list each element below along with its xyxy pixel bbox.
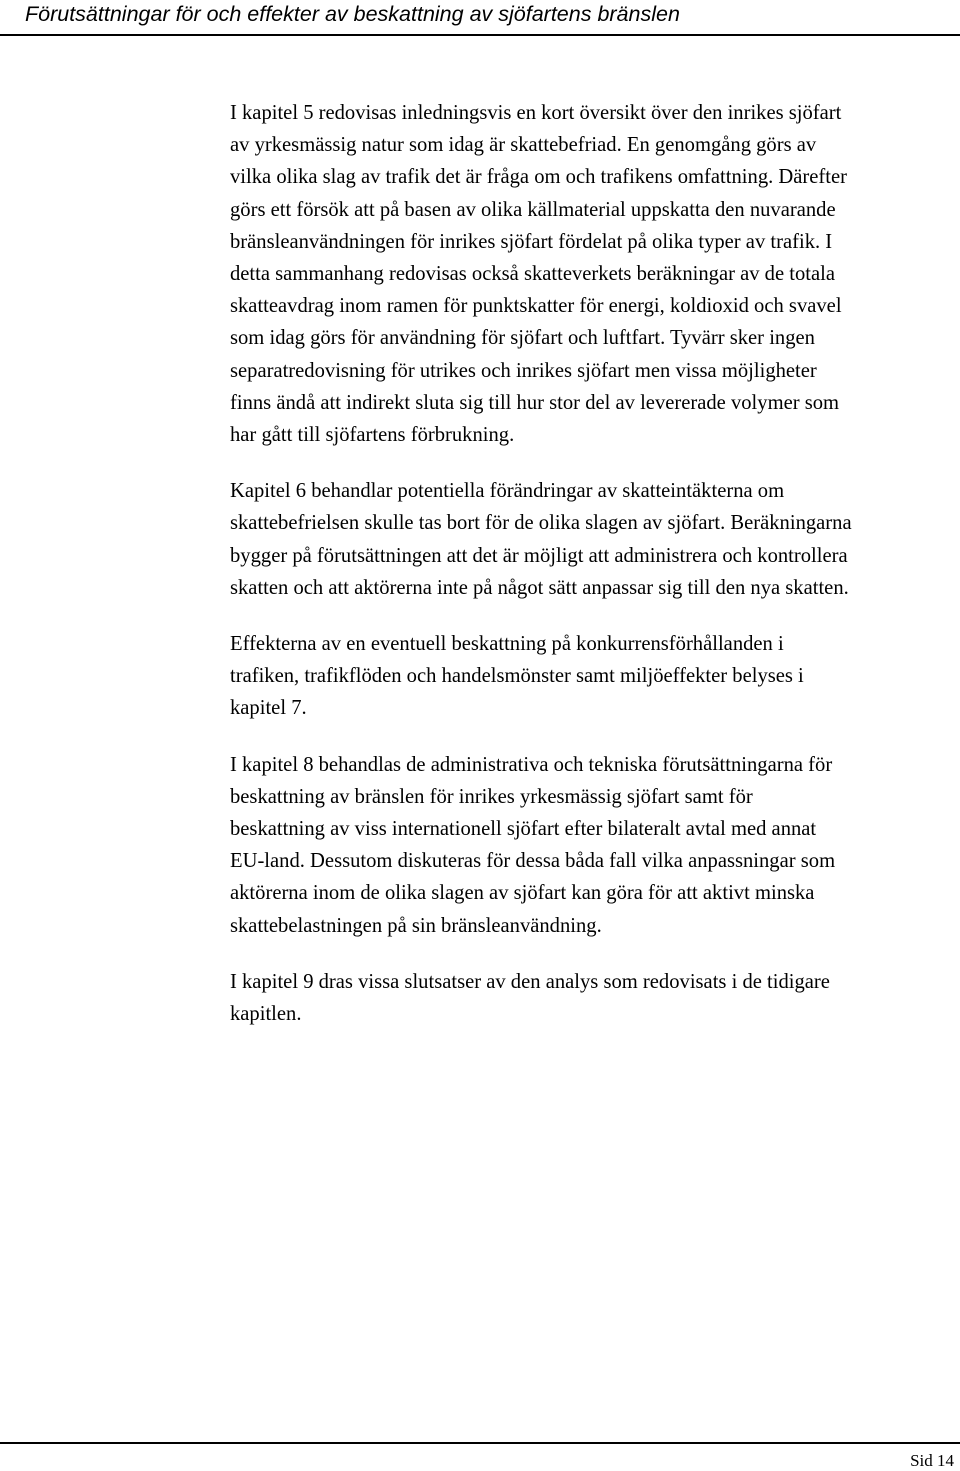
text-line: bränsleanvändningen för inrikes sjöfart fördelat på olika typer av trafik. I bbox=[230, 230, 833, 253]
page-number: Sid 14 bbox=[910, 1451, 954, 1470]
text-line: skatten och att aktörerna inte på något sätt anpassar sig till den nya skatten. bbox=[230, 576, 849, 599]
text-line: separatredovisning för utrikes och inrikes sjöfart men vissa möjligheter bbox=[230, 359, 817, 382]
text-line: aktörerna inom de olika slagen av sjöfart kan göra för att aktivt minska bbox=[230, 882, 815, 905]
text-line: detta sammanhang redovisas också skatteverkets beräkningar av de totala bbox=[230, 263, 836, 286]
text-line: finns ändå att indirekt sluta sig till hur stor del av levererade volymer som bbox=[230, 391, 840, 414]
page-header bbox=[0, 0, 960, 36]
paragraph-chapter-8 bbox=[230, 749, 960, 942]
text-line: Kapitel 6 behandlar potentiella förändringar av skatteintäkterna om bbox=[230, 480, 785, 503]
paragraph-chapter-5 bbox=[230, 97, 960, 451]
text-line: EU-land. Dessutom diskuteras för dessa båda fall vilka anpassningar som bbox=[230, 850, 836, 873]
footer-divider bbox=[0, 1442, 960, 1444]
text-line: bygger på förutsättningen att det är möjligt att administrera och kontrollera bbox=[230, 544, 848, 567]
body-text bbox=[230, 97, 960, 1054]
text-line: skatteavdrag inom ramen för punktskatter för energi, koldioxid och svavel bbox=[230, 295, 842, 318]
text-line: har gått till sjöfartens förbrukning. bbox=[230, 424, 515, 447]
text-line: I kapitel 5 redovisas inledningsvis en kort översikt över den inrikes sjöfart bbox=[230, 102, 842, 124]
text-line: av yrkesmässig natur som idag är skattebefriad. En genomgång görs av bbox=[230, 134, 817, 157]
text-line: skattebelastningen på sin bränsleanvändning. bbox=[230, 914, 602, 937]
text-line: trafiken, trafikflöden och handelsmönster samt miljöeffekter belyses i bbox=[230, 665, 804, 688]
text-line: kapitlen. bbox=[230, 1003, 302, 1026]
text-line: I kapitel 9 dras vissa slutsatser av den analys som redovisats i de tidigare bbox=[230, 970, 830, 993]
paragraph-chapter-7 bbox=[230, 628, 960, 725]
text-line: vilka olika slag av trafik det är fråga om och trafikens omfattning. Därefter bbox=[230, 166, 847, 189]
text-line: görs ett försök att på basen av olika källmaterial uppskatta den nuvarande bbox=[230, 198, 836, 221]
text-line: beskattning av bränslen för inrikes yrkesmässig sjöfart samt för bbox=[230, 785, 753, 808]
text-line: skattebefrielsen skulle tas bort för de olika slagen av sjöfart. Beräkningarna bbox=[230, 512, 852, 535]
document-title: Förutsättningar för och effekter av beskattning av sjöfartens bränslen bbox=[25, 2, 680, 26]
text-line: kapitel 7. bbox=[230, 697, 307, 720]
text-line: I kapitel 8 behandlas de administrativa och tekniska förutsättningarna för bbox=[230, 753, 833, 776]
text-line: beskattning av viss internationell sjöfart efter bilateralt avtal med annat bbox=[230, 818, 817, 841]
paragraph-chapter-9 bbox=[230, 966, 960, 1030]
text-line: som idag görs för användning för sjöfart och luftfart. Tyvärr sker ingen bbox=[230, 327, 815, 350]
text-line: Effekterna av en eventuell beskattning på konkurrensförhållanden i bbox=[230, 633, 784, 656]
paragraph-chapter-6 bbox=[230, 475, 960, 604]
